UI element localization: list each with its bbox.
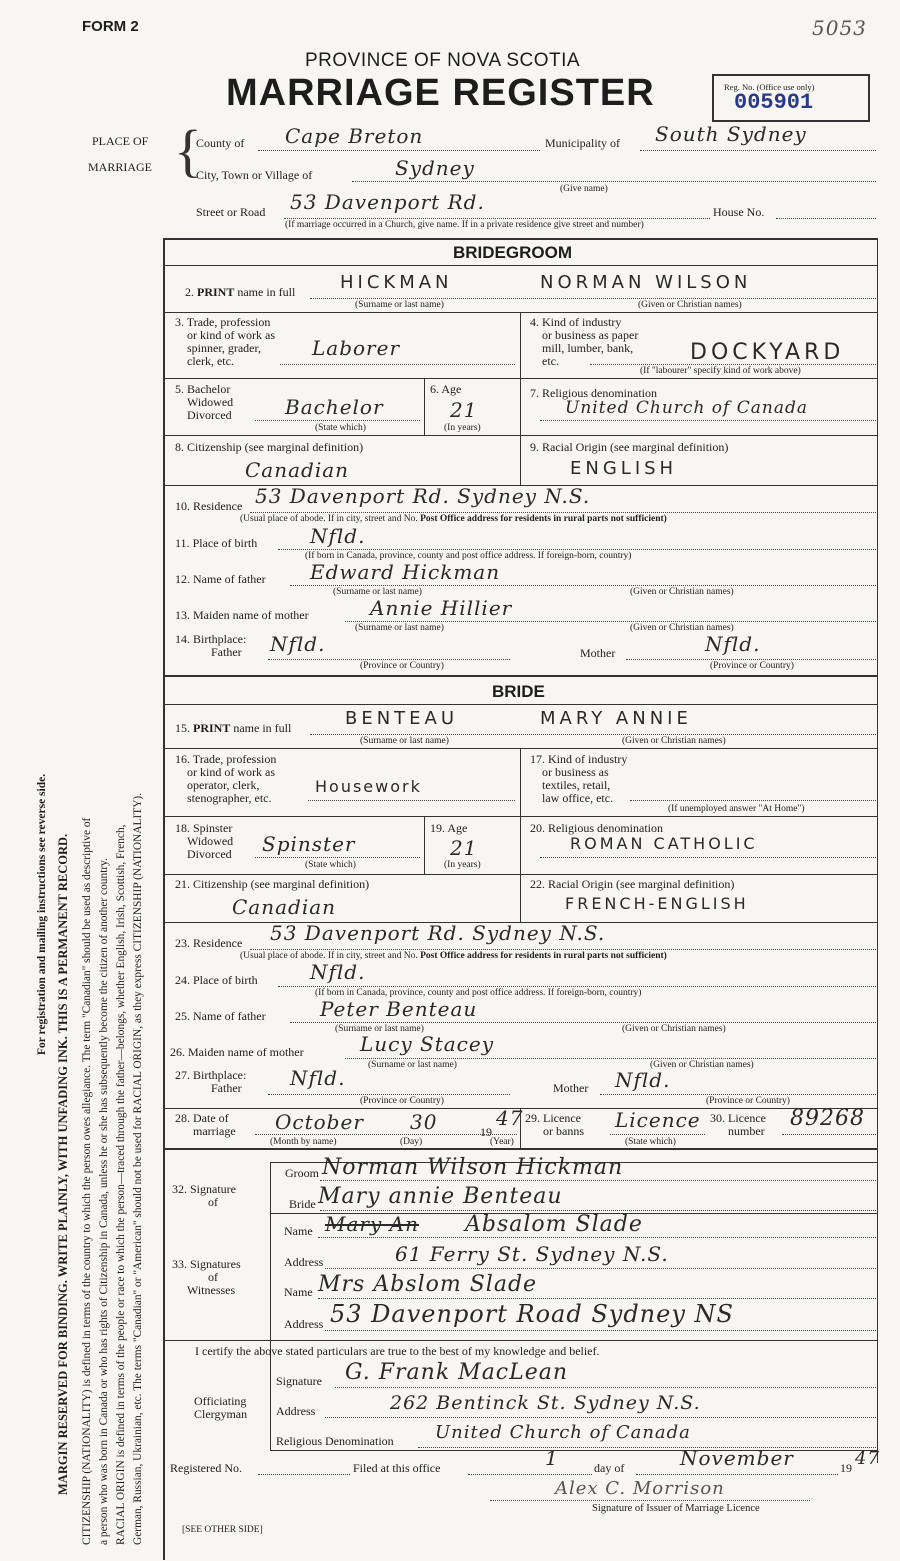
bride-racial: FRENCH-ENGLISH bbox=[565, 894, 749, 913]
bride-father-surname-note: (Surname or last name) bbox=[335, 1024, 424, 1034]
margin-citizenship-def-1: CITIZENSHIP (NATIONALITY) is defined in terms of the country to which the person owes allegiance. The term "Canadian" should be used as descriptive of bbox=[81, 817, 93, 1545]
groom-religion-label: 7. Religious denomination bbox=[530, 386, 657, 400]
groom-birthplace-label: 14. Birthplace: Father bbox=[175, 632, 247, 659]
groom-birth-note: (If born in Canada, province, county and post office address. If foreign-born, country) bbox=[305, 551, 632, 561]
county-label: County of bbox=[196, 136, 245, 150]
bride-given-note: (Given or Christian names) bbox=[622, 736, 726, 746]
groom-citizen-label: 8. Citizenship (see marginal definition) bbox=[175, 440, 364, 454]
page-title: MARRIAGE REGISTER bbox=[226, 72, 655, 114]
groom-bp-father-note: (Province or Country) bbox=[360, 661, 444, 671]
bride-mother-label: 26. Maiden name of mother bbox=[170, 1045, 304, 1059]
give-name-note: (Give name) bbox=[560, 184, 608, 194]
bride-mother-surname-note: (Surname or last name) bbox=[368, 1060, 457, 1070]
groom-industry-label: 4. Kind of industry or business as paper mill, lumber, bank, etc. bbox=[530, 315, 639, 368]
filed-year: 47 bbox=[855, 1448, 880, 1469]
groom-mother-surname-note: (Surname or last name) bbox=[355, 623, 444, 633]
reg-no-box bbox=[712, 74, 870, 122]
filed-year-prefix: 19 bbox=[840, 1461, 852, 1475]
groom-age-label: 6. Age bbox=[430, 382, 462, 396]
place-label-2: MARRIAGE bbox=[88, 160, 153, 174]
bride-citizen-label: 21. Citizenship (see marginal definition) bbox=[175, 877, 370, 891]
corner-number: 5053 bbox=[812, 16, 867, 40]
licence-number-label: 30. Licence number bbox=[710, 1111, 766, 1138]
witness2-name-label: Name bbox=[284, 1285, 313, 1299]
city-label: City, Town or Village of bbox=[196, 168, 313, 182]
bride-mother: Lucy Stacey bbox=[360, 1032, 495, 1056]
groom-given-note: (Given or Christian names) bbox=[638, 300, 742, 310]
bride-birthplace-label: 27. Birthplace: Father bbox=[175, 1068, 247, 1095]
certify-statement: I certify the above stated particulars are true to the best of my knowledge and belief. bbox=[195, 1344, 600, 1358]
bride-birthplace-father: Nfld. bbox=[290, 1066, 346, 1090]
groom-bp-mother-label: Mother bbox=[580, 646, 616, 660]
bride-signature: Mary annie Benteau bbox=[318, 1184, 563, 1209]
reg-no-label: Reg. No. (Office use only) bbox=[724, 82, 815, 92]
bride-birthplace-mother: Nfld. bbox=[615, 1068, 671, 1092]
clergy-religion: United Church of Canada bbox=[435, 1422, 691, 1443]
place-label-1: PLACE OF bbox=[92, 134, 149, 148]
see-other-side: [SEE OTHER SIDE] bbox=[182, 1525, 263, 1535]
year-prefix: 19 bbox=[480, 1125, 492, 1139]
street-label: Street or Road bbox=[196, 205, 266, 219]
house-label: House No. bbox=[713, 205, 765, 219]
groom-trade: Laborer bbox=[312, 336, 401, 360]
bride-given: MARY ANNIE bbox=[540, 708, 692, 729]
groom-father-surname-note: (Surname or last name) bbox=[333, 587, 422, 597]
bridegroom-heading: BRIDEGROOM bbox=[453, 243, 572, 262]
issuer-label: Signature of Issuer of Marriage Licence bbox=[592, 1503, 760, 1514]
bride-trade: Housework bbox=[315, 777, 422, 796]
bride-state-which: (State which) bbox=[305, 860, 356, 870]
date-label: 28. Date of marriage bbox=[175, 1111, 236, 1138]
marriage-month: October bbox=[275, 1110, 364, 1134]
groom-racial: ENGLISH bbox=[570, 458, 678, 479]
groom-trade-label: 3. Trade, profession or kind of work as spinner, grader, clerk, etc. bbox=[175, 315, 275, 368]
groom-status-label: 5. Bachelor Widowed Divorced bbox=[175, 382, 234, 422]
groom-surname: HICKMAN bbox=[340, 272, 453, 293]
clergy-label: Officiating Clergyman bbox=[194, 1394, 248, 1421]
bride-industry-note: (If unemployed answer "At Home") bbox=[668, 804, 805, 814]
bride-trade-label: 16. Trade, profession or kind of work as operator, clerk, stenographer, etc. bbox=[175, 752, 277, 805]
bride-religion: ROMAN CATHOLIC bbox=[570, 834, 758, 853]
groom-birth-label: 11. Place of birth bbox=[175, 536, 258, 550]
groom-birthplace-father: Nfld. bbox=[270, 632, 326, 656]
groom-signature: Norman Wilson Hickman bbox=[322, 1155, 624, 1180]
bride-father-given-note: (Given or Christian names) bbox=[622, 1024, 726, 1034]
clergy-sig-label: Signature bbox=[276, 1374, 322, 1388]
bride-mother-given-note: (Given or Christian names) bbox=[650, 1060, 754, 1070]
bride-residence: 53 Davenport Rd. Sydney N.S. bbox=[270, 921, 606, 945]
bride-name-label: 15. PRINT name in full bbox=[175, 721, 292, 735]
bride-bp-mother-note: (Province or Country) bbox=[706, 1096, 790, 1106]
licence-value: Licence bbox=[615, 1108, 701, 1132]
margin-binding-note: MARGIN RESERVED FOR BINDING. WRITE PLAINLY, WITH UNFADING INK. THIS IS A PERMANENT RECORD. bbox=[56, 833, 70, 1495]
witness1-name-label: Name bbox=[284, 1224, 313, 1238]
marriage-day: 30 bbox=[410, 1110, 438, 1134]
day-of-label: day of bbox=[594, 1461, 625, 1475]
margin-racial-def-2: German, Russian, Ukrainian, etc. The terms "Canadian" or "American" should not be used for RACIAL ORIGIN, as they express CITIZENSHIP (NATIONALITY). bbox=[132, 792, 144, 1545]
groom-in-years: (In years) bbox=[444, 423, 481, 433]
groom-surname-note: (Surname or last name) bbox=[355, 300, 444, 310]
witness2-name: Mrs Abslom Slade bbox=[318, 1272, 538, 1297]
bride-birth: Nfld. bbox=[310, 960, 366, 984]
groom-religion: United Church of Canada bbox=[565, 398, 808, 418]
day-note: (Day) bbox=[400, 1137, 423, 1147]
groom-bp-mother-note: (Province or Country) bbox=[710, 661, 794, 671]
margin-racial-def-1: RACIAL ORIGIN is defined in terms of the people or race to which the person—traced through the father—belongs, whether English, Irish, Scottish, French, bbox=[115, 824, 127, 1545]
bride-birth-note: (If born in Canada, province, county and post office address. If foreign-born, country) bbox=[315, 988, 642, 998]
bride-status-label: 18. Spinster Widowed Divorced bbox=[175, 821, 234, 861]
groom-citizen: Canadian bbox=[245, 458, 350, 482]
margin-citizenship-def-2: a person who was born in Canada or who has rights of Citizenship in Canada, unless he or she has subsequently become the citizen of another country. bbox=[98, 858, 110, 1545]
county-value: Cape Breton bbox=[285, 124, 424, 148]
groom-father-given-note: (Given or Christian names) bbox=[630, 587, 734, 597]
groom-state-which: (State which) bbox=[315, 423, 366, 433]
province-title: PROVINCE OF NOVA SCOTIA bbox=[305, 50, 581, 71]
groom-mother-label: 13. Maiden name of mother bbox=[175, 608, 309, 622]
city-value: Sydney bbox=[395, 156, 475, 180]
groom-residence: 53 Davenport Rd. Sydney N.S. bbox=[255, 484, 591, 508]
clergy-religion-label: Religious Denomination bbox=[276, 1434, 394, 1448]
bride-citizen: Canadian bbox=[232, 895, 337, 919]
bride-industry-label: 17. Kind of industry or business as textiles, retail, law office, etc. bbox=[530, 752, 628, 805]
bride-bp-father-note: (Province or Country) bbox=[360, 1096, 444, 1106]
licence-state-which: (State which) bbox=[625, 1137, 676, 1147]
groom-age: 21 bbox=[450, 398, 478, 422]
municipality-value: South Sydney bbox=[655, 122, 807, 146]
clergy-signature: G. Frank MacLean bbox=[345, 1360, 569, 1385]
groom-status: Bachelor bbox=[285, 395, 384, 419]
bride-surname-note: (Surname or last name) bbox=[360, 736, 449, 746]
bride-sig-label: Bride bbox=[289, 1197, 316, 1211]
groom-given: NORMAN WILSON bbox=[540, 272, 752, 293]
registered-label: Registered No. bbox=[170, 1461, 242, 1475]
witness1-address: 61 Ferry St. Sydney N.S. bbox=[395, 1242, 669, 1266]
municipality-label: Municipality of bbox=[545, 136, 620, 150]
bride-father-label: 25. Name of father bbox=[175, 1009, 266, 1023]
groom-residence-label: 10. Residence bbox=[175, 499, 243, 513]
groom-residence-note: (Usual place of abode. If in city, street and No. Post Office address for residents in rural parts not sufficient) bbox=[240, 514, 667, 524]
filed-month: November bbox=[680, 1446, 794, 1470]
bride-residence-label: 23. Residence bbox=[175, 936, 243, 950]
witness1-struck: Mary An bbox=[325, 1212, 419, 1236]
groom-racial-label: 9. Racial Origin (see marginal definition) bbox=[530, 440, 729, 454]
groom-birth: Nfld. bbox=[310, 524, 366, 548]
bride-status: Spinster bbox=[262, 832, 356, 856]
bride-bp-mother-label: Mother bbox=[553, 1081, 589, 1095]
bride-racial-label: 22. Racial Origin (see marginal definition) bbox=[530, 877, 735, 891]
bride-birth-label: 24. Place of birth bbox=[175, 973, 258, 987]
witness2-address-label: Address bbox=[284, 1317, 324, 1331]
bride-heading: BRIDE bbox=[492, 682, 545, 701]
bride-age-label: 19. Age bbox=[430, 821, 468, 835]
groom-father-label: 12. Name of father bbox=[175, 572, 266, 586]
licence-label: 29. Licence or banns bbox=[525, 1111, 584, 1138]
clergy-address-label: Address bbox=[276, 1404, 316, 1418]
street-note: (If marriage occurred in a Church, give name. If in a private residence give street and number) bbox=[285, 220, 644, 230]
groom-name-label: 2. PRINT name in full bbox=[185, 285, 296, 299]
bride-religion-label: 20. Religious denomination bbox=[530, 821, 663, 835]
groom-sig-label: Groom bbox=[285, 1166, 319, 1180]
witness1-name: Absalom Slade bbox=[465, 1212, 643, 1237]
margin-instructions-note: For registration and mailing instructions see reverse side. bbox=[36, 773, 48, 1055]
groom-industry: DOCKYARD bbox=[690, 340, 845, 365]
sig-label: 32. Signature of bbox=[172, 1182, 236, 1209]
form-number: FORM 2 bbox=[82, 18, 139, 35]
groom-birthplace-mother: Nfld. bbox=[705, 632, 761, 656]
witness2-address: 53 Davenport Road Sydney NS bbox=[330, 1300, 734, 1328]
bride-surname: BENTEAU bbox=[345, 708, 459, 729]
clergy-address: 262 Bentinck St. Sydney N.S. bbox=[390, 1392, 701, 1414]
groom-industry-note: (If "labourer" specify kind of work above) bbox=[640, 366, 801, 376]
bride-age: 21 bbox=[450, 836, 478, 860]
groom-mother-given-note: (Given or Christian names) bbox=[630, 623, 734, 633]
year-note: (Year) bbox=[490, 1137, 514, 1147]
groom-father: Edward Hickman bbox=[310, 560, 501, 584]
filed-day: 1 bbox=[545, 1446, 559, 1470]
witness-label: 33. Signatures of Witnesses bbox=[172, 1257, 241, 1297]
issuer-signature: Alex C. Morrison bbox=[555, 1478, 725, 1499]
bride-residence-note: (Usual place of abode. If in city, street and No. Post Office address for residents in rural parts not sufficient) bbox=[240, 951, 667, 961]
month-note: (Month by name) bbox=[270, 1137, 337, 1147]
bride-father: Peter Benteau bbox=[320, 997, 478, 1021]
witness1-address-label: Address bbox=[284, 1255, 324, 1269]
brace: { bbox=[174, 118, 202, 183]
marriage-year: 47 bbox=[496, 1106, 524, 1130]
licence-number: 89268 bbox=[790, 1106, 865, 1131]
bride-in-years: (In years) bbox=[444, 860, 481, 870]
groom-mother: Annie Hillier bbox=[370, 596, 513, 620]
reg-no: 005901 bbox=[734, 90, 814, 115]
filed-label: Filed at this office bbox=[353, 1461, 441, 1475]
street-value: 53 Davenport Rd. bbox=[290, 190, 485, 214]
